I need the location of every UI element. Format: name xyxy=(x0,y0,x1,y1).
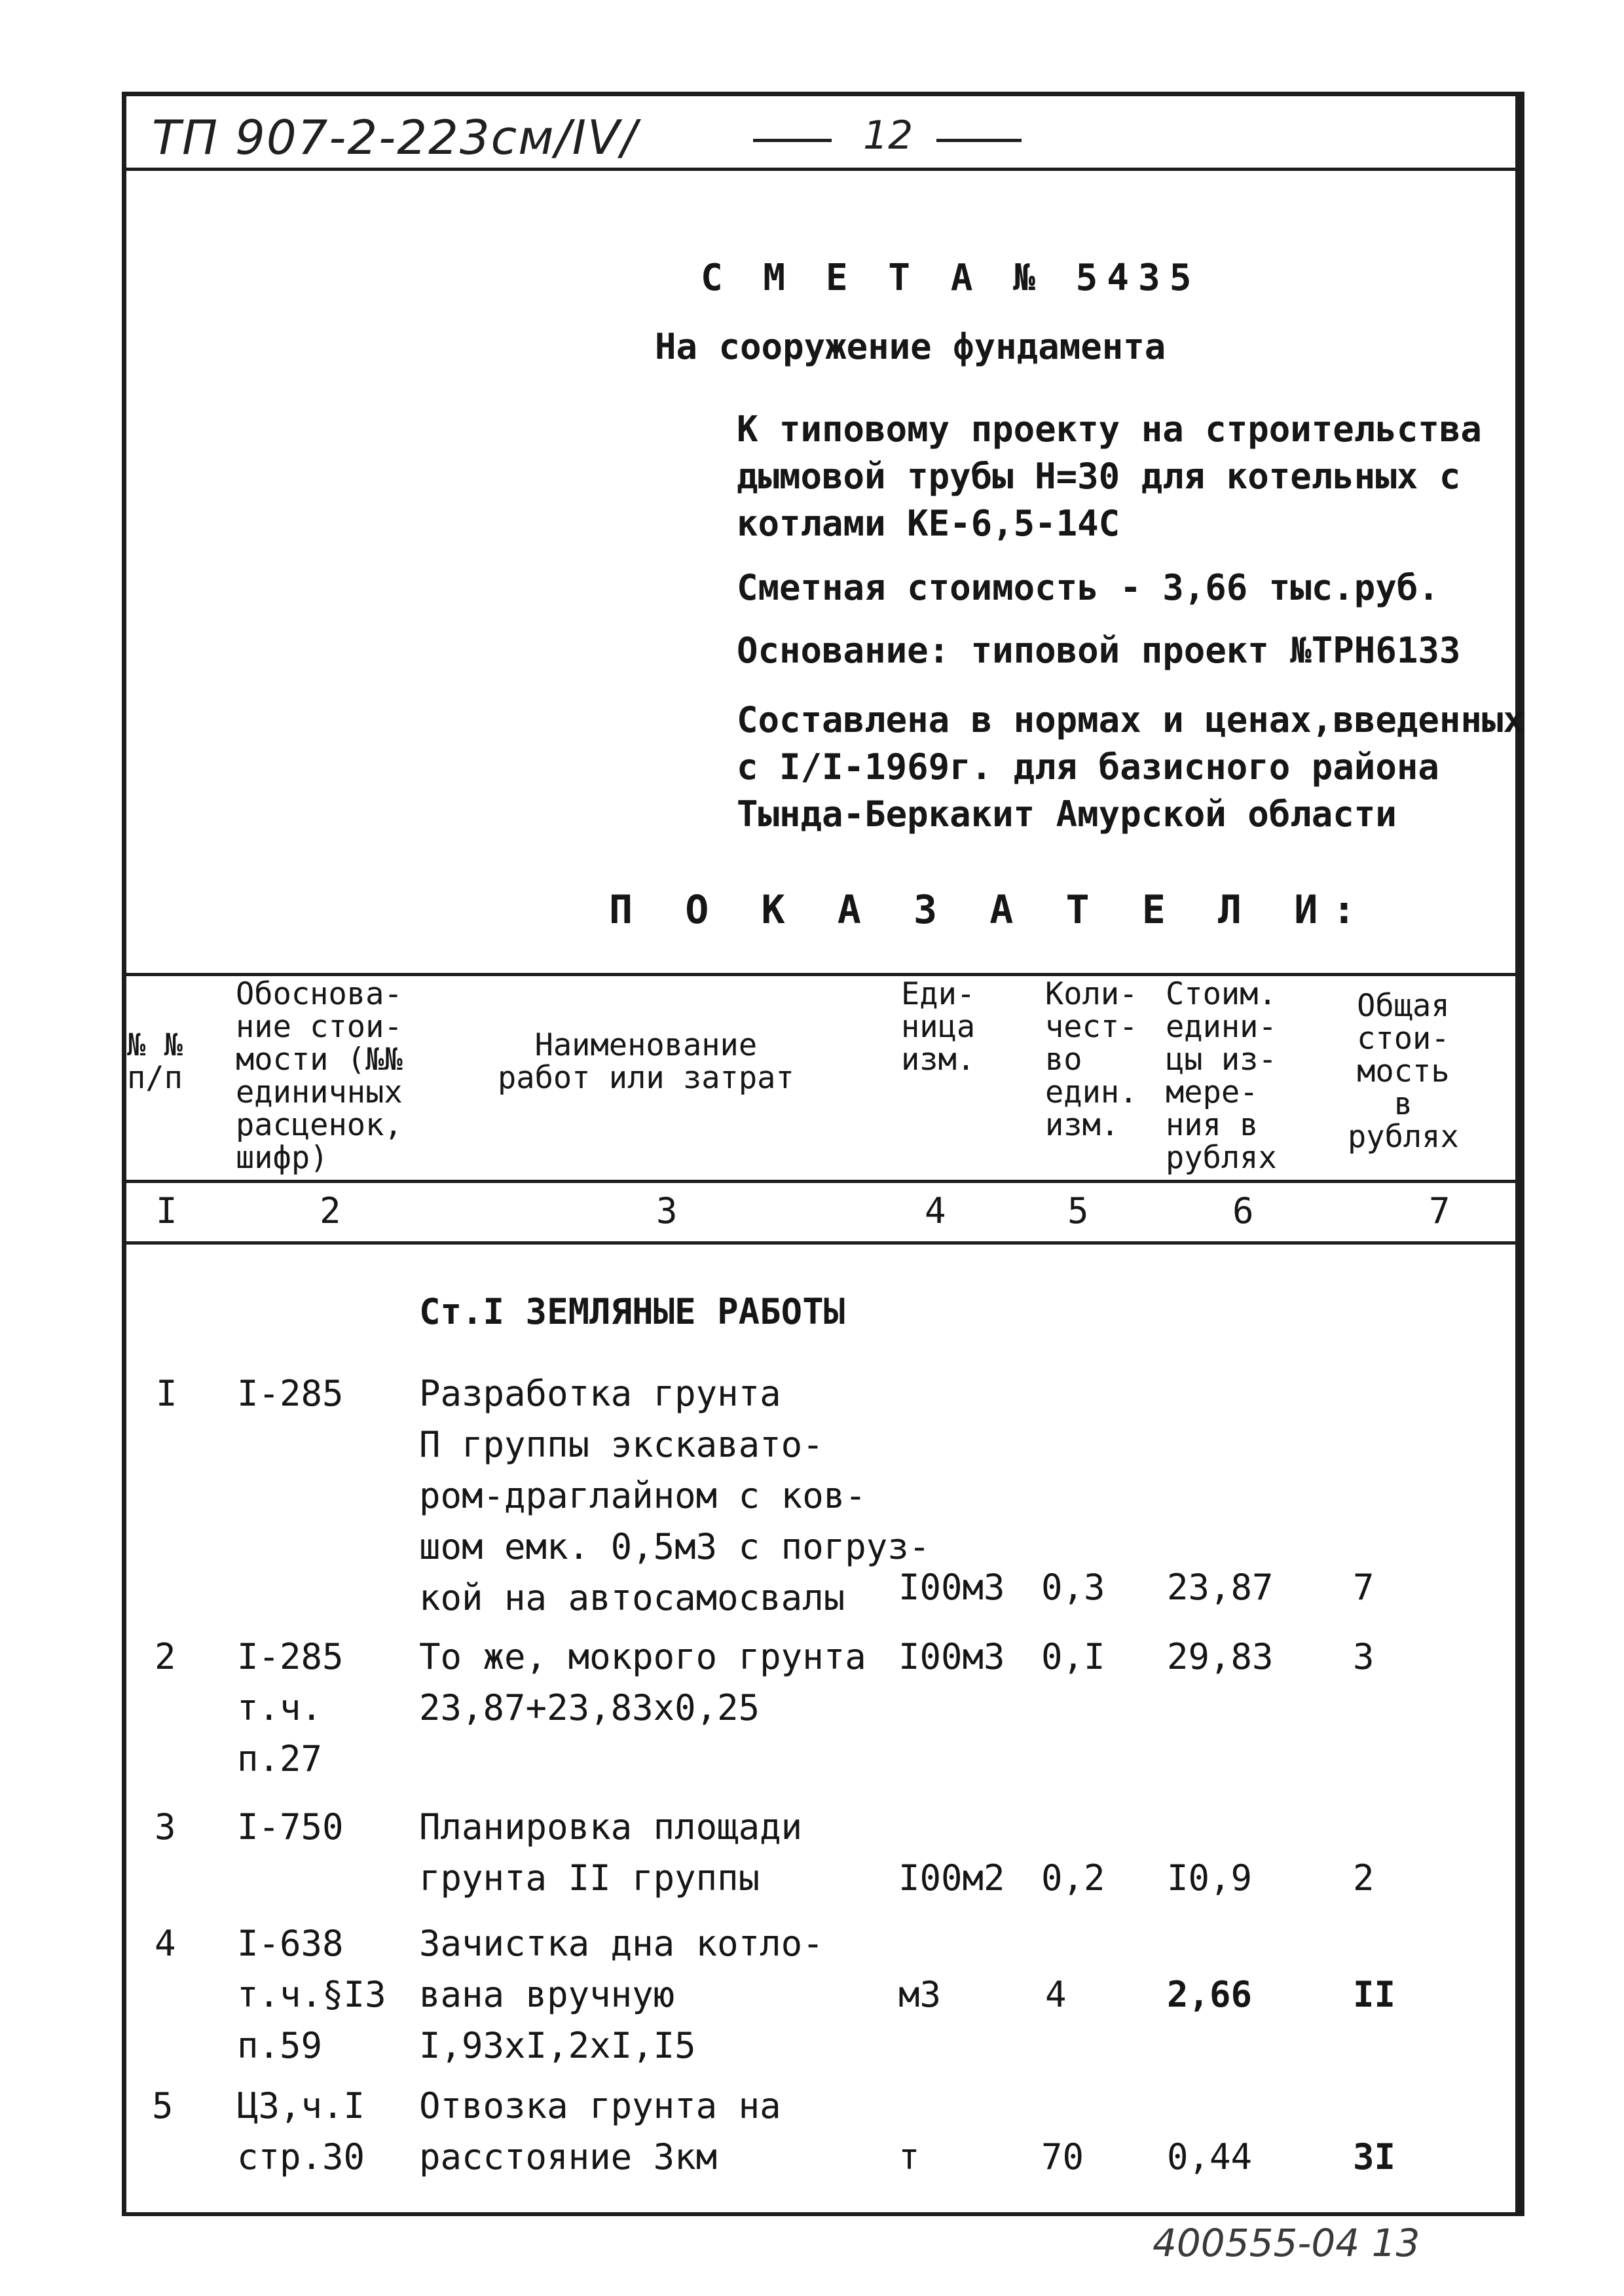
indicators-heading: П О К А З А Т Е Л И: xyxy=(609,887,1371,933)
row-2-quantity: 0,I xyxy=(1041,1636,1105,1677)
description-line-3: котлами КЕ-6,5-14С xyxy=(737,503,1120,544)
col-header-total: Общая стои- мость в рублях xyxy=(1348,988,1459,1155)
row-4-unit-price: 2,66 xyxy=(1167,1974,1253,2015)
row-2-total: 3 xyxy=(1353,1636,1375,1677)
col-number-7: 7 xyxy=(1429,1190,1450,1231)
row-4-number: 4 xyxy=(155,1923,176,1964)
row-4-name: Зачистка дна котло- вана вручную I,93хI,2хI,I5 xyxy=(419,1923,824,2066)
row-4-total: II xyxy=(1353,1974,1396,2015)
row-3-quantity: 0,2 xyxy=(1041,1857,1105,1899)
col-header-name: Наименование работ или затрат xyxy=(498,1027,794,1096)
row-4-unit: м3 xyxy=(898,1974,942,2015)
row-1-number: I xyxy=(156,1373,177,1414)
row-2-number: 2 xyxy=(155,1636,176,1677)
col-number-6: 6 xyxy=(1232,1190,1254,1231)
description-line-2: дымовой трубы Н=30 для котельных с xyxy=(737,456,1461,497)
compiled-line-2: с I/I-1969г. для базисного района xyxy=(737,746,1439,788)
row-5-quantity: 70 xyxy=(1041,2136,1084,2178)
header-divider xyxy=(122,168,1524,171)
row-1-unit: I00м3 xyxy=(898,1567,1005,1608)
page-number-dash-left xyxy=(753,139,832,142)
estimate-basis: Основание: типовой проект №ТРН6133 xyxy=(737,630,1461,671)
col-number-3: 3 xyxy=(656,1190,678,1231)
compiled-line-1: Составлена в нормах и ценах,введенных xyxy=(737,699,1524,740)
col-header-unit: Еди- ница изм. xyxy=(901,976,976,1078)
row-5-number: 5 xyxy=(152,2085,174,2126)
col-number-1: I xyxy=(156,1190,177,1231)
header-bottom-rule xyxy=(122,1180,1524,1183)
col-numbers-bottom-rule xyxy=(122,1241,1524,1245)
row-3-number: 3 xyxy=(155,1806,176,1848)
col-number-2: 2 xyxy=(320,1190,341,1231)
estimate-title: С М Е Т А № 5435 xyxy=(701,257,1201,299)
col-header-quantity: Коли- чест- во един. изм. xyxy=(1045,976,1138,1143)
col-header-number: № № п/п xyxy=(127,1027,183,1096)
row-2-name: То же, мокрого грунта 23,87+23,83х0,25 xyxy=(419,1636,866,1728)
row-4-quantity: 4 xyxy=(1045,1974,1067,2015)
row-4-basis: I-638 т.ч.§I3 п.59 xyxy=(237,1923,386,2066)
page-number: 12 xyxy=(863,113,913,158)
document-code: ТП 907-2-223см/IV/ xyxy=(152,110,638,165)
col-header-basis: Обоснова- ние стои- мости (№№ единичных расценок, шифр) xyxy=(236,976,403,1176)
row-5-unit-price: 0,44 xyxy=(1167,2136,1253,2178)
compiled-line-3: Тында-Беркакит Амурской области xyxy=(737,793,1397,835)
estimate-subtitle: На сооружение фундамента xyxy=(655,326,1166,367)
col-number-4: 4 xyxy=(925,1190,946,1231)
row-1-unit-price: 23,87 xyxy=(1167,1567,1274,1608)
row-2-basis: I-285 т.ч. п.27 xyxy=(237,1636,344,1779)
row-5-basis: ЦЗ,ч.I стр.30 xyxy=(237,2085,365,2178)
estimated-cost: Сметная стоимость - 3,66 тыс.руб. xyxy=(737,567,1439,608)
row-1-quantity: 0,3 xyxy=(1041,1567,1105,1608)
row-3-basis: I-750 xyxy=(237,1806,344,1848)
page-number-dash-right xyxy=(936,139,1022,142)
description-line-1: К типовому проекту на строительства xyxy=(737,409,1482,450)
row-5-unit: т xyxy=(898,2136,920,2178)
archive-stamp: 400555-04 13 xyxy=(1153,2221,1420,2265)
row-1-basis: I-285 xyxy=(237,1373,344,1414)
row-3-unit-price: I0,9 xyxy=(1167,1857,1253,1899)
col-header-unit-price: Стоим. едини- цы из- мере- ния в рублях xyxy=(1166,976,1277,1176)
row-5-total: 3I xyxy=(1353,2136,1396,2178)
row-1-name: Разработка грунта П группы экскавато- ром-драглайном с ков- шом емк. 0,5м3 с погруз- кой на автосамосвалы xyxy=(419,1373,931,1618)
row-3-total: 2 xyxy=(1353,1857,1375,1899)
section-title: Ст.I ЗЕМЛЯНЫЕ РАБОТЫ xyxy=(419,1291,845,1332)
col-number-5: 5 xyxy=(1067,1190,1089,1231)
row-3-unit: I00м2 xyxy=(898,1857,1005,1899)
row-5-name: Отвозка грунта на расстояние 3км xyxy=(419,2085,781,2178)
row-2-unit-price: 29,83 xyxy=(1167,1636,1274,1677)
row-3-name: Планировка площади грунта II группы xyxy=(419,1806,803,1899)
row-1-total: 7 xyxy=(1353,1567,1375,1608)
row-2-unit: I00м3 xyxy=(898,1636,1005,1677)
